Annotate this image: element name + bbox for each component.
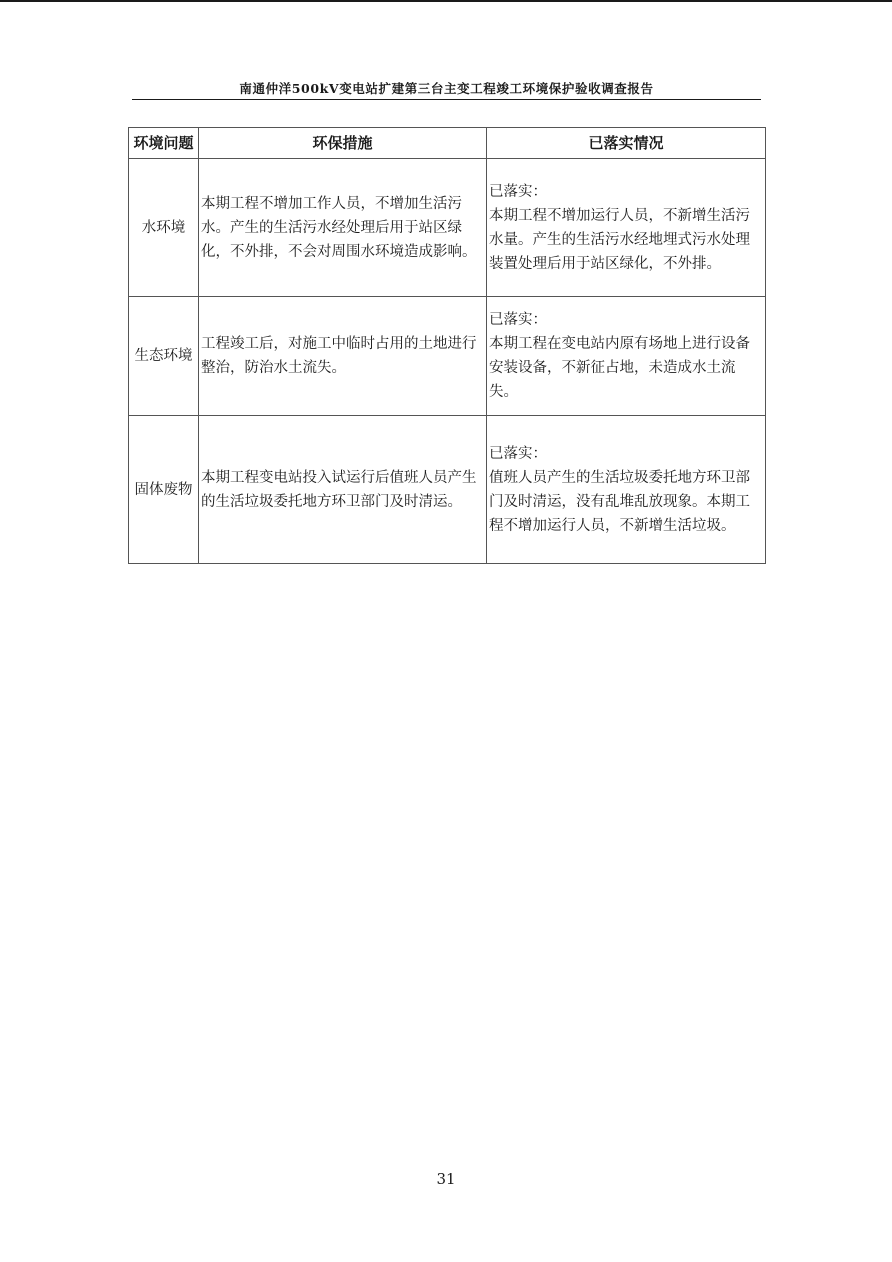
column-header-issue: 环境问题 [129, 128, 199, 159]
measure-cell: 本期工程不增加工作人员，不增加生活污水。产生的生活污水经处理后用于站区绿化，不外排，不会对周围水环境造成影响。 [199, 159, 487, 297]
measure-cell: 工程竣工后，对施工中临时占用的土地进行整治，防治水土流失。 [199, 297, 487, 416]
table-header-row [129, 128, 766, 159]
issue-cell: 固体废物 [129, 416, 199, 564]
status-cell [487, 416, 766, 564]
header-rule [132, 99, 761, 100]
status-text: 值班人员产生的生活垃圾委托地方环卫部门及时清运，没有乱堆乱放现象。本期工程不增加运行人员，不新增生活垃圾。 [489, 469, 750, 534]
status-cell [487, 159, 766, 297]
status-tag: 已落实： [489, 445, 547, 462]
status-text: 本期工程不增加运行人员，不新增生活污水量。产生的生活污水经地埋式污水处理装置处理后用于站区绿化，不外排。 [489, 207, 750, 272]
status-tag: 已落实： [489, 183, 547, 200]
issue-cell: 生态环境 [129, 297, 199, 416]
table-row [129, 416, 766, 564]
table-row [129, 159, 766, 297]
environmental-measures-table [128, 127, 766, 564]
measure-cell: 本期工程变电站投入试运行后值班人员产生的生活垃圾委托地方环卫部门及时清运。 [199, 416, 487, 564]
column-header-measure: 环保措施 [199, 128, 487, 159]
status-tag: 已落实： [489, 312, 547, 328]
status-cell [487, 297, 766, 416]
status-text: 本期工程在变电站内原有场地上进行设备安装设备，不新征占地，未造成水土流失。 [489, 336, 750, 400]
issue-cell: 水环境 [129, 159, 199, 297]
top-border-rule [0, 0, 892, 2]
running-header: 南通仲洋500kV变电站扩建第三台主变工程竣工环境保护验收调查报告 [239, 81, 654, 96]
table-row [129, 297, 766, 416]
page-number: 31 [436, 1170, 456, 1188]
column-header-status: 已落实情况 [487, 128, 766, 159]
